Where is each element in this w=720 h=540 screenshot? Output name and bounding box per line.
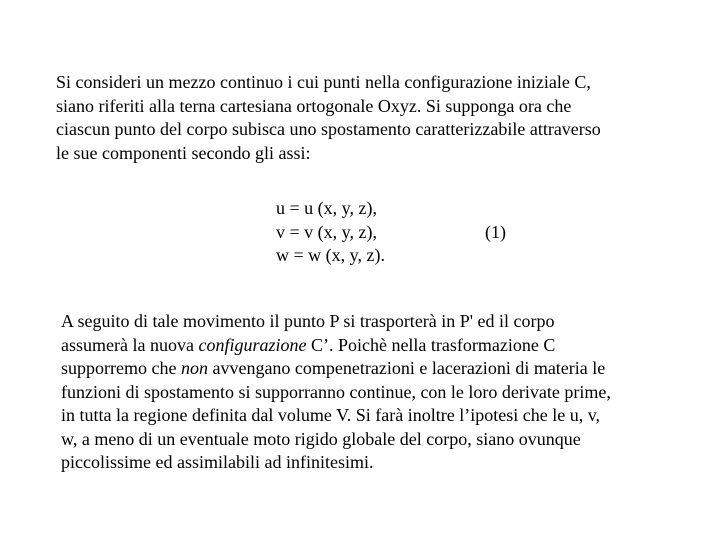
conclusion-text: C’. Poichè nella trasformazione C: [306, 334, 556, 355]
conclusion-line: A seguito di tale movimento il punto P si trasporterà in P' ed il corpo: [61, 311, 555, 331]
equation-u: u = u (x, y, z),: [276, 198, 377, 218]
italic-term-configurazione: configurazione: [198, 334, 307, 355]
conclusion-line: funzioni di spostamento si supporranno continue, con le loro derivate prime,: [61, 381, 611, 402]
conclusion-text: assumerà la nuova: [61, 334, 199, 355]
equation-number: (1): [485, 222, 506, 242]
conclusion-line: w, a meno di un eventuale moto rigido globale del corpo, siano ovunque: [61, 428, 581, 449]
equation-block: [276, 197, 385, 268]
intro-paragraph: [56, 71, 601, 165]
intro-line: siano riferiti alla terna cartesiana ortogonale Oxyz. Si supponga ora che: [56, 95, 572, 116]
equation-w: w = w (x, y, z).: [276, 245, 385, 265]
conclusion-line: [61, 357, 611, 381]
conclusion-text: avvengano compenetrazioni e lacerazioni di materia le: [207, 358, 606, 378]
conclusion-paragraph: [61, 310, 611, 475]
intro-line: le sue componenti secondo gli assi:: [56, 142, 311, 163]
conclusion-line: piccolissime ed assimilabili ad infinitesimi.: [61, 452, 374, 472]
conclusion-line: [61, 334, 611, 358]
conclusion-text: supporremo che: [61, 358, 181, 378]
conclusion-line: in tutta la regione definita dal volume V. Si farà inoltre l’ipotesi che le u, v,: [61, 405, 601, 425]
intro-line: ciascun punto del corpo subisca uno spostamento caratterizzabile attraverso: [56, 119, 601, 139]
equation-v: v = v (x, y, z),: [276, 221, 377, 242]
italic-term-non: non: [180, 358, 208, 378]
intro-line: Si consideri un mezzo continuo i cui punti nella configurazione iniziale C,: [56, 72, 591, 92]
